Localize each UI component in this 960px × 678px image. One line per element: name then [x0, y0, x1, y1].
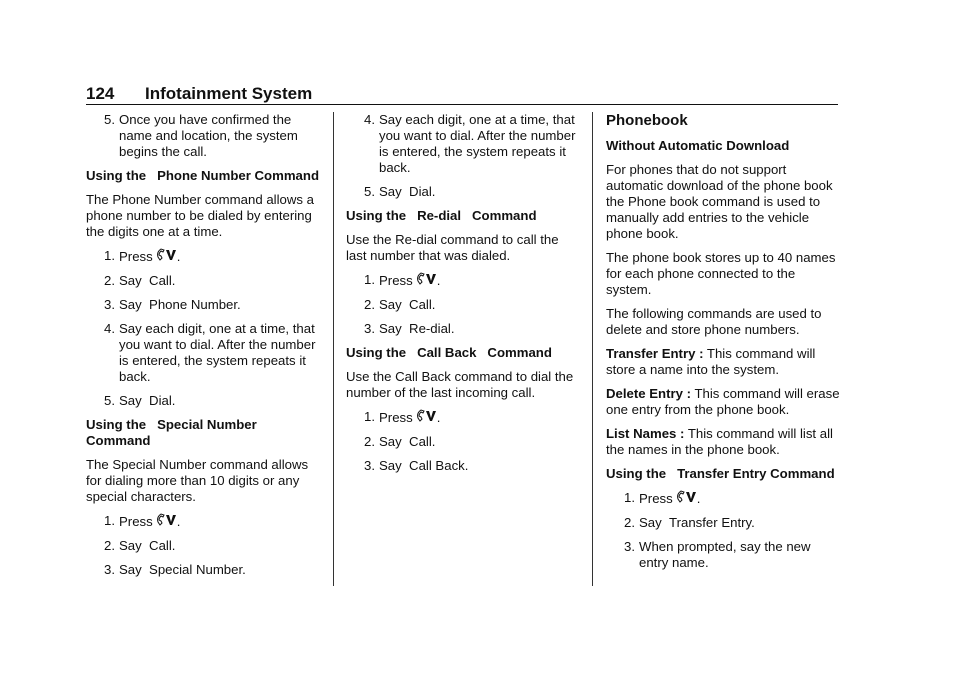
step-label: Press [119, 514, 153, 529]
step-text: Say Call. [379, 297, 436, 312]
heading-phonebook: Phonebook [606, 112, 688, 129]
step-text: Say Call Back. [379, 458, 469, 473]
subheading-without-download: Without Automatic Download [606, 138, 790, 153]
button-icons [416, 409, 437, 422]
step-label: Press [119, 249, 153, 264]
list-item [346, 321, 581, 337]
list-item [346, 272, 581, 289]
list-item [86, 112, 321, 160]
steering-phone-button-icon [156, 248, 165, 261]
page-number: 124 [86, 84, 115, 103]
paragraph: The Phone Number command allows a phone number to be dialed by entering the digits one at a time. [86, 192, 314, 239]
step-text: Say Special Number. [119, 562, 246, 577]
list-item [86, 513, 321, 530]
header-rule [86, 104, 838, 105]
step-number: 3. [104, 297, 115, 312]
step-number: 2. [364, 297, 375, 312]
definition-list-names [606, 426, 841, 458]
step-text: Press . [119, 249, 181, 264]
list-item [346, 434, 581, 450]
paragraph: Use the Re-dial command to call the last number that was dialed. [346, 232, 559, 263]
subheading-special-number: Using the Special Number Command [86, 417, 257, 448]
section-title: Infotainment System [145, 84, 313, 103]
push-to-talk-icon [165, 248, 177, 261]
step-number: 1. [104, 248, 115, 263]
definition: This command will erase one entry from the phone book. [606, 386, 840, 417]
step-text: Press . [639, 491, 701, 506]
list-item [86, 321, 321, 385]
push-to-talk-icon [165, 513, 177, 526]
step-text: Say Dial. [119, 393, 176, 408]
list-item [86, 538, 321, 554]
definition: This command will list all the names in the phone book. [606, 426, 833, 457]
step-number: 5. [364, 184, 375, 199]
push-to-talk-icon [425, 409, 437, 422]
button-icons [676, 490, 697, 503]
button-icons [156, 248, 177, 261]
step-text: Press . [119, 514, 181, 529]
step-number: 4. [364, 112, 375, 127]
push-to-talk-icon [425, 272, 437, 285]
paragraph: The Special Number command allows for dialing more than 10 digits or any special characters. [86, 457, 309, 504]
step-number: 4. [104, 321, 115, 336]
step-number: 5. [104, 112, 115, 127]
step-text: Say Re-dial. [379, 321, 455, 336]
paragraph: For phones that do not support automatic download of the phone book the Phone book command is used to manually add entries to the vehicle phone book. [606, 162, 833, 241]
paragraph: Use the Call Back command to dial the number of the last incoming call. [346, 369, 574, 400]
term: Delete Entry : [606, 386, 692, 401]
list-item [86, 562, 321, 578]
step-number: 1. [364, 409, 375, 424]
step-text: When prompted, say the new entry name. [639, 539, 811, 570]
list-item [86, 273, 321, 289]
step-number: 3. [104, 562, 115, 577]
step-text: Say Call. [119, 538, 176, 553]
list-item [606, 515, 841, 531]
button-icons [416, 272, 437, 285]
step-label: Press [379, 410, 413, 425]
step-number: 1. [104, 513, 115, 528]
step-number: 2. [104, 273, 115, 288]
step-text: Press . [379, 410, 441, 425]
step-label: Press [639, 491, 673, 506]
definition-delete-entry [606, 386, 841, 418]
definition-transfer-entry [606, 346, 841, 378]
page-header [86, 84, 838, 106]
step-number: 2. [364, 434, 375, 449]
definition: This command will store a name into the system. [606, 346, 816, 377]
step-text: Say Transfer Entry. [639, 515, 755, 530]
steering-phone-button-icon [416, 409, 425, 422]
step-text: Say Phone Number. [119, 297, 241, 312]
column-3 [606, 112, 841, 579]
step-text: Say Dial. [379, 184, 436, 199]
step-text: Say each digit, one at a time, that you want to dial. After the number is entered, the system repeats it back. [379, 112, 576, 175]
step-number: 3. [624, 539, 635, 554]
subheading-call-back: Using the Call Back Command [346, 345, 552, 360]
column-divider [333, 112, 334, 586]
steering-phone-button-icon [676, 490, 685, 503]
step-text: Press . [379, 273, 441, 288]
step-number: 1. [364, 272, 375, 287]
step-number: 3. [364, 458, 375, 473]
button-icons [156, 513, 177, 526]
term: Transfer Entry : [606, 346, 704, 361]
list-item [606, 539, 841, 571]
step-text: Say Call. [119, 273, 176, 288]
list-item [346, 297, 581, 313]
list-item [346, 458, 581, 474]
step-label: Press [379, 273, 413, 288]
subheading-phone-number: Using the Phone Number Command [86, 168, 319, 183]
list-item [346, 112, 581, 176]
list-item [346, 184, 581, 200]
step-number: 2. [104, 538, 115, 553]
list-item [86, 393, 321, 409]
push-to-talk-icon [685, 490, 697, 503]
steering-phone-button-icon [416, 272, 425, 285]
step-number: 2. [624, 515, 635, 530]
list-item [86, 297, 321, 313]
step-number: 3. [364, 321, 375, 336]
steering-phone-button-icon [156, 513, 165, 526]
step-text: Once you have confirmed the name and location, the system begins the call. [119, 112, 298, 159]
list-item [606, 490, 841, 507]
term: List Names : [606, 426, 685, 441]
column-1 [86, 112, 321, 586]
column-divider [592, 112, 593, 586]
step-number: 5. [104, 393, 115, 408]
paragraph: The following commands are used to delete and store phone numbers. [606, 306, 822, 337]
subheading-transfer-entry: Using the Transfer Entry Command [606, 466, 835, 481]
step-text: Say each digit, one at a time, that you want to dial. After the number is entered, the system repeats it back. [119, 321, 316, 384]
paragraph: The phone book stores up to 40 names for each phone connected to the system. [606, 250, 836, 297]
list-item [86, 248, 321, 265]
step-text: Say Call. [379, 434, 436, 449]
step-number: 1. [624, 490, 635, 505]
column-2 [346, 112, 581, 482]
subheading-redial: Using the Re-dial Command [346, 208, 537, 223]
list-item [346, 409, 581, 426]
